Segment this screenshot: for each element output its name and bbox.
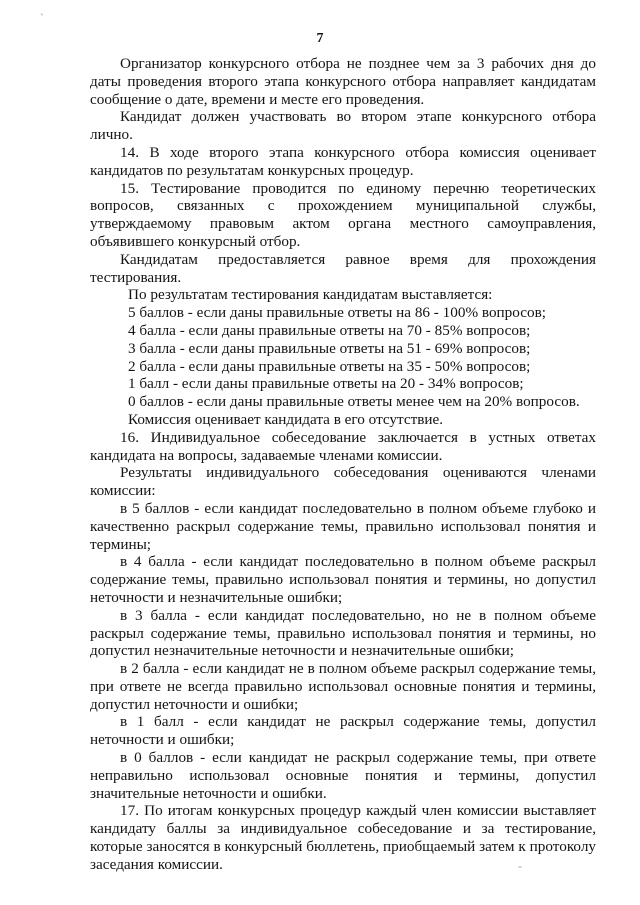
paragraph: Комиссия оценивает кандидата в его отсутствие. xyxy=(128,410,444,428)
paragraph: Кандидат должен участвовать во втором этапе конкурсного отбора лично. xyxy=(90,108,596,144)
scan-mark: - xyxy=(518,859,522,873)
interview-score-item: в 2 балла - если кандидат не в полном объеме раскрыл содержание темы, при ответе не всегда правильно использовал основные понятия и термины, допустил неточности и ошибки; xyxy=(90,660,596,713)
paragraph: 14. В ходе второго этапа конкурсного отбора комиссия оценивает кандидатов по результатам конкурсных процедур. xyxy=(90,143,596,179)
interview-score-item: в 4 балла - если кандидат последовательно в полном объеме раскрыл содержание темы, правильно использовал понятия и термины, но допустил неточности и незначительные ошибки; xyxy=(90,553,596,606)
paragraph: Результаты индивидуального собеседования оцениваются членами комиссии: xyxy=(90,464,596,500)
paragraph: Кандидатам предоставляется равное время для прохождения тестирования. xyxy=(90,250,596,286)
score-list-item: 1 балл - если даны правильные ответы на 20 - 34% вопросов; xyxy=(128,375,524,393)
interview-score-item: в 3 балла - если кандидат последовательно, но не в полном объеме раскрыл содержание темы, правильно использовал понятия и термины, но допустил незначительные неточности и незначительные ошибки; xyxy=(90,606,596,660)
paragraph: 15. Тестирование проводится по единому перечню теоретических вопросов, связанных с прохождением муниципальной службы, утверждаемому правовым актом органа местного самоуправления, объявившего конкурсный отбор. xyxy=(90,179,596,250)
interview-score-item: в 5 баллов - если кандидат последовательно в полном объеме глубоко и качественно раскрыл содержание темы, правильно использовал понятия и термины; xyxy=(90,499,596,553)
paragraph: 17. По итогам конкурсных процедур каждый член комиссии выставляет кандидату баллы за индивидуальное собеседование и за тестирование, которые заносятся в конкурсный бюллетень, приобщаемый затем к протоколу заседания комиссии. xyxy=(90,802,596,873)
score-list-item: 2 балла - если даны правильные ответы на 35 - 50% вопросов; xyxy=(128,357,531,375)
interview-score-item: в 1 балл - если кандидат не раскрыл содержание темы, допустил неточности и ошибки; xyxy=(90,713,596,749)
score-list-item: 3 балла - если даны правильные ответы на 51 - 69% вопросов; xyxy=(128,339,531,357)
page-number: 7 xyxy=(316,31,324,46)
score-list-item: 4 балла - если даны правильные ответы на 70 - 85% вопросов; xyxy=(128,321,531,339)
paragraph: Организатор конкурсного отбора не позднее чем за 3 рабочих дня до даты проведения второго этапа конкурсного отбора направляет кандидатам сообщение о дате, времени и месте его проведения. xyxy=(90,55,596,108)
document-body xyxy=(90,55,596,874)
paragraph: По результатам тестирования кандидатам выставляется: xyxy=(128,286,493,304)
interview-score-item: в 0 баллов - если кандидат не раскрыл содержание темы, при ответе неправильно использовал основные понятия и термины, допустил значительные неточности и ошибки. xyxy=(90,749,596,802)
scan-mark: ` xyxy=(40,11,44,25)
score-list-item: 0 баллов - если даны правильные ответы менее чем на 20% вопросов. xyxy=(128,393,580,411)
paragraph: 16. Индивидуальное собеседование заключается в устных ответах кандидата на вопросы, задаваемые членами комиссии. xyxy=(90,428,596,464)
score-list-item: 5 баллов - если даны правильные ответы на 86 - 100% вопросов; xyxy=(128,304,546,322)
